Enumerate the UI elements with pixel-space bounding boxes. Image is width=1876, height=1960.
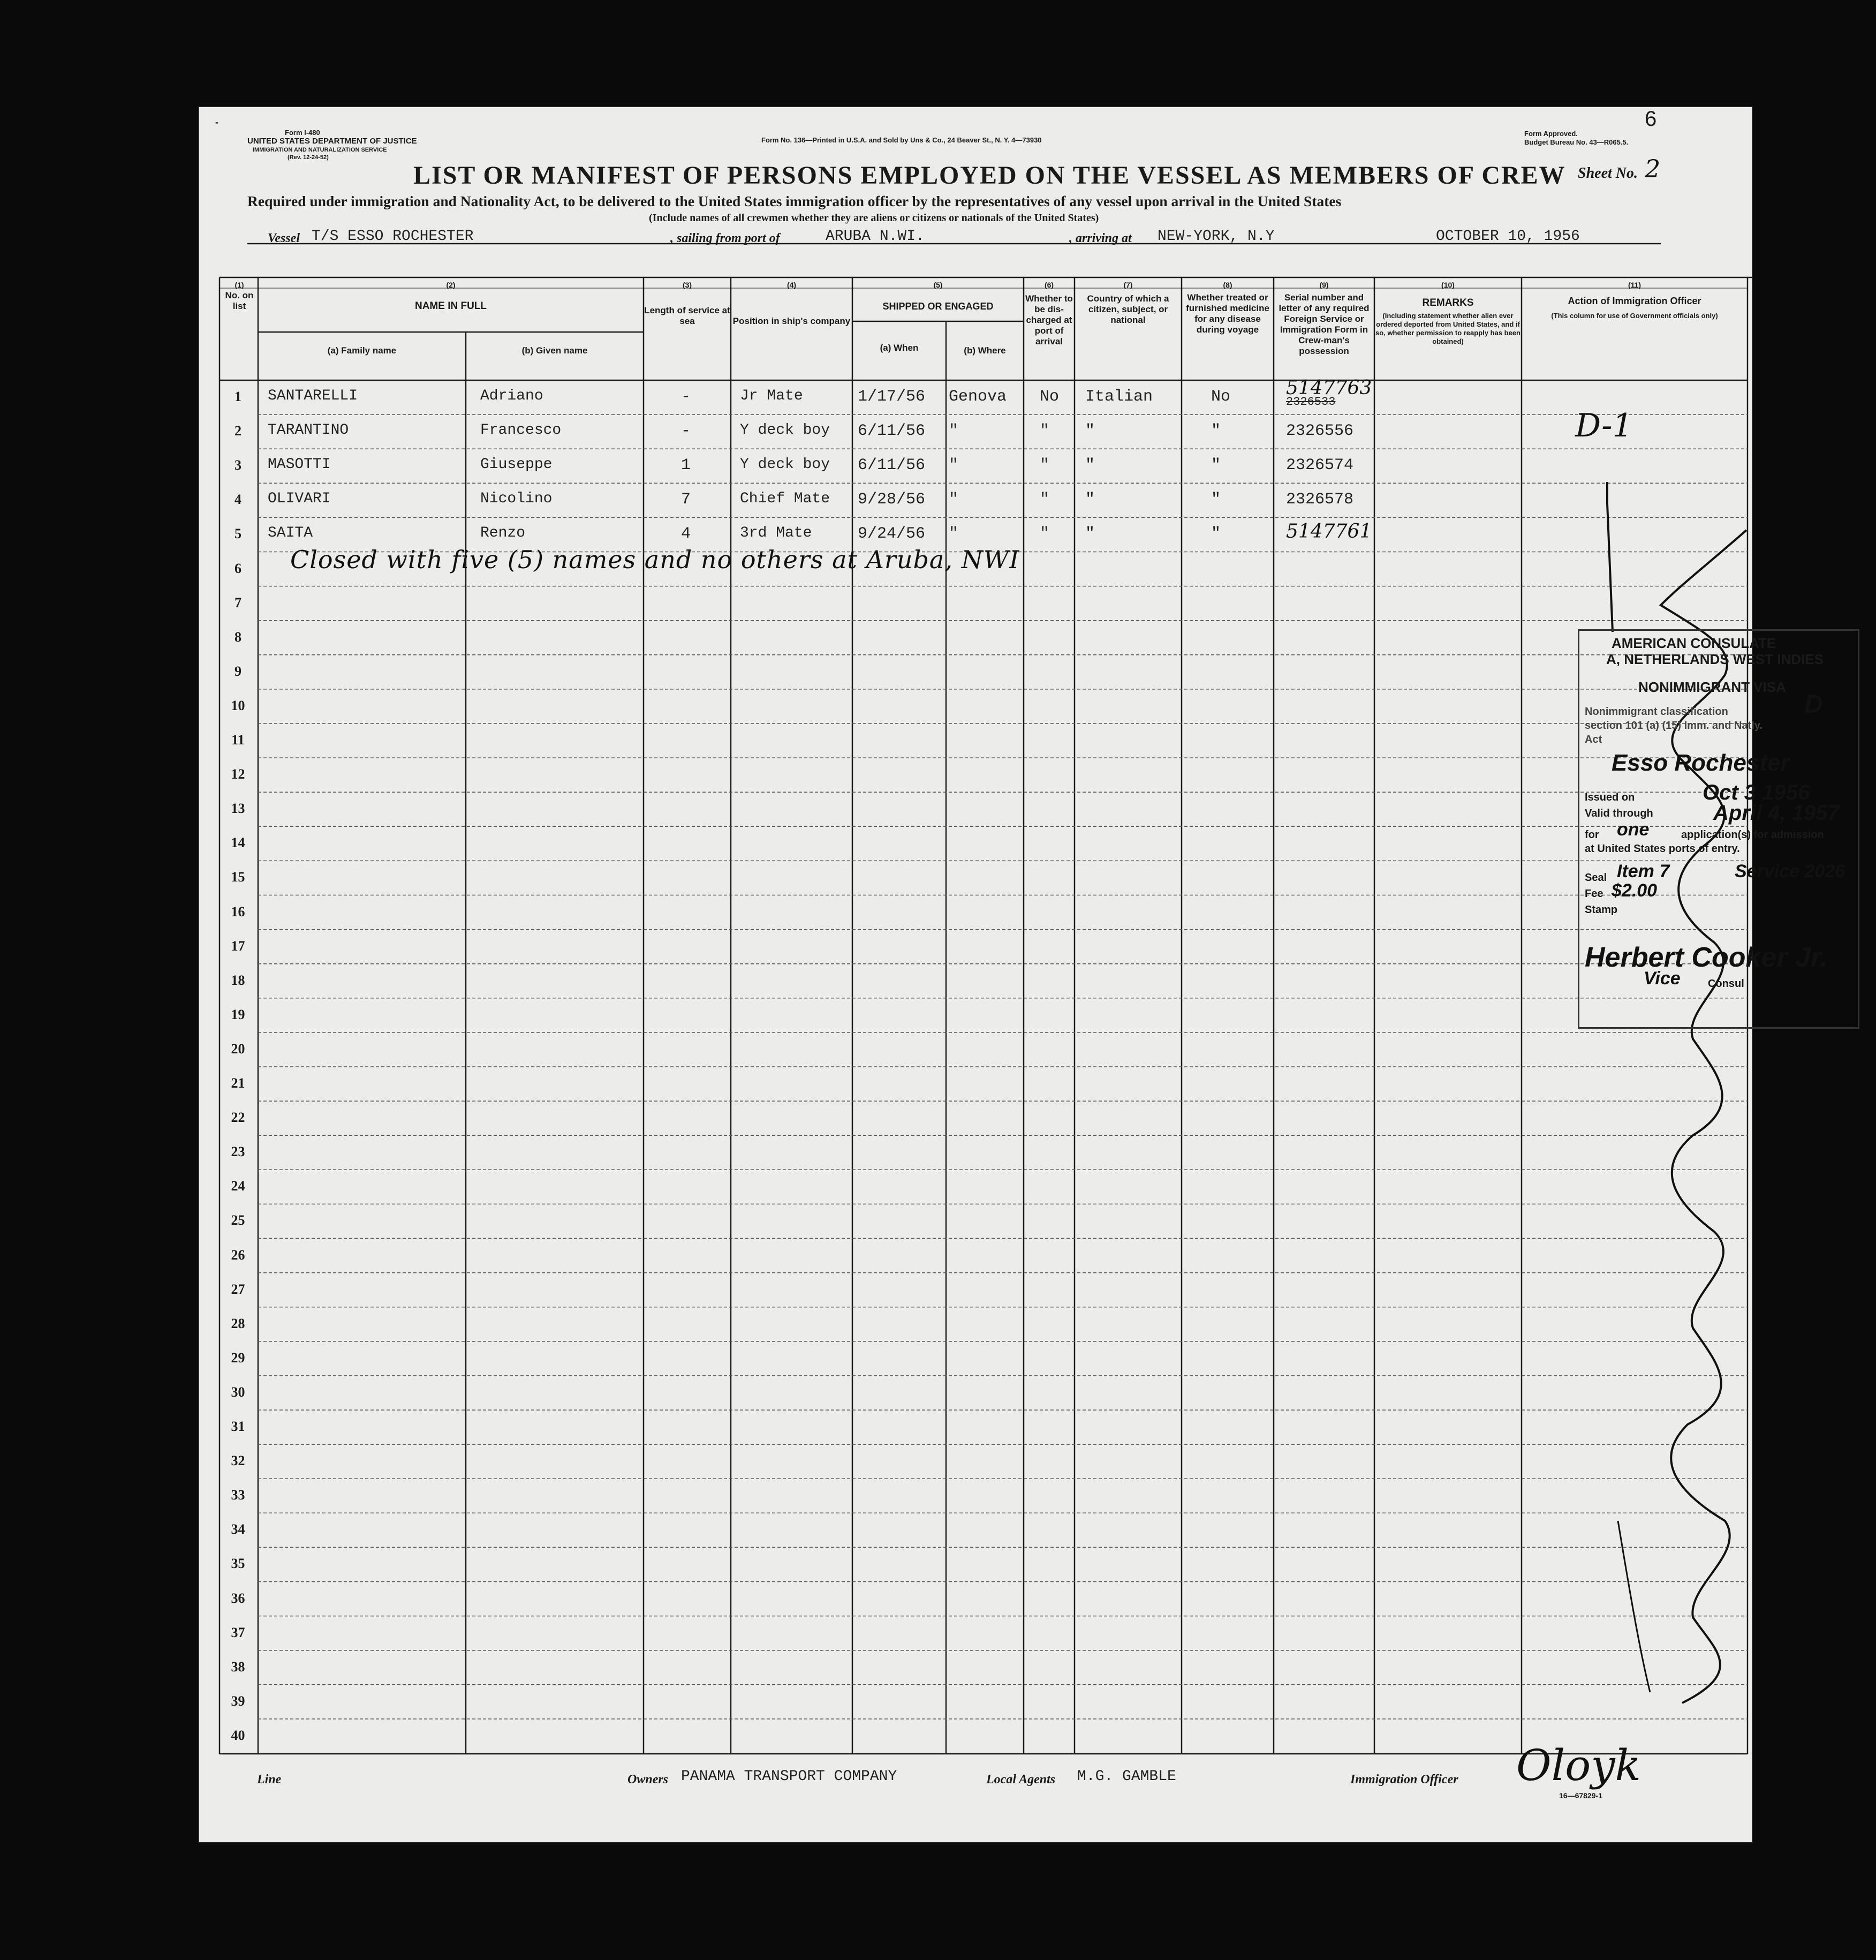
position-cell: Jr Mate <box>740 388 803 404</box>
row-number: 9 <box>234 663 241 679</box>
shipped-where-cell: " <box>949 525 959 544</box>
given-name-cell: Giuseppe <box>480 456 553 473</box>
form-number: Form I-480 <box>285 129 320 137</box>
arriving-port: NEW-YORK, N.Y <box>1158 228 1275 245</box>
stamp-issued-label: Issued on <box>1585 791 1635 803</box>
row-number: 27 <box>231 1281 245 1297</box>
country-cell: " <box>1085 525 1095 544</box>
discharge-cell: " <box>1040 456 1050 475</box>
col-2b-header: (b) Given name <box>521 345 588 356</box>
shipped-when-cell: 1/17/56 <box>858 388 926 406</box>
shipped-where-cell: " <box>949 456 959 475</box>
manifest-sheet <box>199 107 1845 1842</box>
row-number: 30 <box>231 1384 245 1400</box>
serial-number-cell: 2326574 <box>1286 456 1354 475</box>
row-number: 17 <box>231 938 245 954</box>
country-cell: " <box>1085 491 1095 509</box>
footer-officer-label: Immigration Officer <box>1350 1773 1458 1786</box>
stamp-ports: at United States ports of entry. <box>1585 843 1740 855</box>
medicine-cell: " <box>1211 456 1221 475</box>
budget-bureau: Budget Bureau No. 43—R065.5. <box>1524 138 1629 146</box>
row-number: 14 <box>231 835 245 851</box>
given-name-cell: Adriano <box>480 388 543 404</box>
stamp-line3: NONIMMIGRANT VISA <box>1638 679 1786 695</box>
stamp-for-label: for <box>1585 829 1599 841</box>
form-subtitle-note: (Include names of all crewmen whether they are aliens or citizens or nationals of the United States) <box>649 212 1099 224</box>
serial-number-cell: 2326578 <box>1286 491 1354 509</box>
stamp-stamp-label: Stamp <box>1585 904 1618 916</box>
row-number: 13 <box>231 801 245 817</box>
position-cell: 3rd Mate <box>740 525 812 542</box>
col-11-header: (11) Action of Immigration Officer (This column for use of Government officials only) <box>1551 281 1718 320</box>
family-name-cell: TARANTINO <box>268 422 349 439</box>
row-number: 4 <box>234 492 241 508</box>
stamp-class-label: Nonimmigrant classification <box>1585 706 1728 718</box>
row-number: 8 <box>234 629 241 645</box>
action-d1: D-1 <box>1575 407 1633 444</box>
form-title: LIST OR MANIFEST OF PERSONS EMPLOYED ON THE VESSEL AS MEMBERS OF CREW <box>413 161 1566 190</box>
row-number: 29 <box>231 1350 245 1366</box>
stamp-signature: Herbert Cooker Jr. <box>1585 942 1828 973</box>
col-5a-header: (a) When <box>880 343 919 353</box>
footer-owners-label: Owners <box>627 1773 669 1786</box>
shipped-where-cell: " <box>949 422 959 441</box>
family-name-cell: SANTARELLI <box>268 388 358 404</box>
stamp-vice: Vice <box>1644 968 1681 989</box>
footer-agents-label: Local Agents <box>986 1773 1056 1786</box>
vessel-name: T/S ESSO ROCHESTER <box>312 228 474 245</box>
col-10-header: (10) REMARKS (Including statement whether alien ever ordered deported from United States, and if so, whether permission to reapply has been obtained) <box>1375 281 1521 345</box>
row-number: 33 <box>231 1487 245 1503</box>
given-name-cell: Renzo <box>480 525 526 542</box>
stamp-valid-label: Valid through <box>1585 808 1653 819</box>
stamp-seal-value: Item 7 <box>1617 861 1670 881</box>
revision: (Rev. 12-24-52) <box>288 154 329 161</box>
page-number: 6 <box>1645 107 1657 131</box>
stamp-fee-value: $2.00 <box>1612 880 1658 901</box>
position-cell: Y deck boy <box>740 456 830 473</box>
row-number: 24 <box>231 1178 245 1194</box>
row-number: 34 <box>231 1521 245 1537</box>
position-cell: Chief Mate <box>740 491 830 508</box>
row-number: 15 <box>231 869 245 885</box>
row-number: 21 <box>231 1075 245 1091</box>
service: IMMIGRATION AND NATURALIZATION SERVICE <box>253 147 387 153</box>
country-cell: " <box>1085 422 1095 441</box>
discharge-cell: No <box>1040 388 1060 406</box>
country-cell: " <box>1085 456 1095 475</box>
col-3-header: (3) Length of service at sea <box>644 281 730 326</box>
row-number: 1 <box>234 389 241 404</box>
manifest-date: OCTOBER 10, 1956 <box>1436 228 1580 245</box>
family-name-cell: SAITA <box>268 525 313 542</box>
row-number: 25 <box>231 1212 245 1228</box>
stamp-service-no: Service 2026 <box>1735 861 1845 881</box>
col-2-header: (2) NAME IN FULL <box>414 281 487 312</box>
col-6-header: (6) Whether to be dis-charged at port of arrival <box>1025 281 1073 346</box>
col-5-header: (5) SHIPPED OR ENGAGED <box>882 281 994 312</box>
col-4-header: (4) Position in ship's company <box>732 281 851 326</box>
discharge-cell: " <box>1040 422 1050 441</box>
shipped-when-cell: 6/11/56 <box>858 422 926 441</box>
length-of-service-cell: 4 <box>681 525 691 544</box>
row-number: 23 <box>231 1144 245 1160</box>
stamp-for-value: one <box>1617 819 1650 840</box>
row-number: 36 <box>231 1590 245 1606</box>
table-grid <box>199 107 1752 1842</box>
row-number: 35 <box>231 1556 245 1572</box>
row-number: 10 <box>231 697 245 713</box>
discharge-cell: " <box>1040 491 1050 509</box>
shipped-where-cell: Genova <box>949 388 1007 406</box>
corner-mark: - <box>215 117 218 127</box>
row-number: 5 <box>234 526 241 542</box>
row-number: 3 <box>234 457 241 473</box>
row-number: 19 <box>231 1006 245 1022</box>
family-name-cell: MASOTTI <box>268 456 331 473</box>
footer-owners: PANAMA TRANSPORT COMPANY <box>681 1768 897 1785</box>
col-7-header: (7) Country of which a citizen, subject, or national <box>1087 281 1169 325</box>
sheet-label: Sheet No. <box>1578 165 1638 182</box>
row-number: 6 <box>234 560 241 576</box>
row-number: 7 <box>234 594 241 610</box>
row-number: 32 <box>231 1453 245 1469</box>
stamp-application: application(s) for admission <box>1681 829 1824 841</box>
row-number: 28 <box>231 1315 245 1331</box>
medicine-cell: No <box>1211 388 1231 406</box>
form-subtitle: Required under immigration and Nationality Act, to be delivered to the United States immigration officer by the representatives of any vessel upon arrival in the United States <box>247 193 1342 209</box>
footer-code: 16—67829-1 <box>1559 1791 1602 1800</box>
vessel-label: Vessel <box>268 231 300 245</box>
country-cell: Italian <box>1085 388 1153 406</box>
col-8-header: (8) Whether treated or furnished medicine for any disease during voyage <box>1186 281 1269 335</box>
row-number: 2 <box>234 423 241 439</box>
discharge-cell: " <box>1040 525 1050 544</box>
serial-number-cell: 5147763 <box>1286 377 1372 399</box>
row-number: 37 <box>231 1624 245 1640</box>
form-approved: Form Approved. <box>1524 130 1578 138</box>
serial-number-cell: 2326556 <box>1286 422 1354 441</box>
sheet-number: 2 <box>1645 154 1661 183</box>
col-9-header: (9) Serial number and letter of any required Foreign Service or Immigration Form in Crew-man's possession <box>1279 281 1370 356</box>
struck-serial-number: 2326533 <box>1286 395 1336 409</box>
row-number: 40 <box>231 1727 245 1743</box>
medicine-cell: " <box>1211 422 1221 441</box>
given-name-cell: Nicolino <box>480 491 553 508</box>
stamp-seal-label: Seal <box>1585 872 1607 884</box>
department: UNITED STATES DEPARTMENT OF JUSTICE <box>247 137 417 146</box>
col-1-header: (1) No. on list <box>225 281 254 311</box>
row-number: 38 <box>231 1659 245 1675</box>
row-number: 11 <box>231 732 245 748</box>
row-number: 20 <box>231 1041 245 1057</box>
footer-agents: M.G. GAMBLE <box>1077 1768 1176 1785</box>
row-number: 18 <box>231 972 245 988</box>
stamp-vessel: Esso Rochester <box>1612 750 1790 776</box>
footer-officer-signature: Oloyk <box>1516 1740 1641 1790</box>
row-number: 39 <box>231 1693 245 1709</box>
row-number: 22 <box>231 1110 245 1126</box>
stamp-issued: Oct 3 1956 <box>1703 781 1810 804</box>
stamp-line2: A, NETHERLANDS WEST INDIES <box>1606 651 1824 667</box>
shipped-where-cell: " <box>949 491 959 509</box>
length-of-service-cell: 1 <box>681 456 691 475</box>
family-name-cell: OLIVARI <box>268 491 331 508</box>
position-cell: Y deck boy <box>740 422 830 439</box>
stamp-valid: April 4, 1957 <box>1713 801 1840 825</box>
length-of-service-cell: 7 <box>681 491 691 509</box>
stamp-consul: Consul <box>1708 978 1744 990</box>
row-number: 26 <box>231 1247 245 1263</box>
printer-line: Form No. 136—Printed in U.S.A. and Sold by Uns & Co., 24 Beaver St., N. Y. 4—73930 <box>761 136 1042 144</box>
row-number: 16 <box>231 903 245 919</box>
stamp-act: Act <box>1585 734 1602 745</box>
shipped-when-cell: 6/11/56 <box>858 456 926 475</box>
shipped-when-cell: 9/24/56 <box>858 525 926 544</box>
sailing-port: ARUBA N.WI. <box>826 228 925 245</box>
sailing-label: , sailing from port of <box>670 231 780 245</box>
medicine-cell: " <box>1211 491 1221 509</box>
length-of-service-cell: - <box>681 388 691 406</box>
stamp-class-value: D <box>1804 690 1823 719</box>
stamp-section: section 101 (a) (15) Imm. and Natly. <box>1585 720 1762 732</box>
arriving-label: , arriving at <box>1069 231 1132 245</box>
stamp-fee-label: Fee <box>1585 888 1603 900</box>
footer-line-label: Line <box>257 1773 282 1786</box>
length-of-service-cell: - <box>681 422 691 441</box>
serial-number-cell: 5147761 <box>1286 521 1372 543</box>
shipped-when-cell: 9/28/56 <box>858 491 926 509</box>
given-name-cell: Francesco <box>480 422 562 439</box>
stamp-line1: AMERICAN CONSULATE <box>1612 635 1776 651</box>
col-2a-header: (a) Family name <box>327 345 397 356</box>
row-number: 31 <box>231 1419 245 1434</box>
closing-note: Closed with five (5) names and no others at Aruba, NWI <box>290 545 1020 574</box>
action-column-scribble <box>1522 407 1752 1746</box>
visa-stamp <box>1578 629 1859 1029</box>
col-5b-header: (b) Where <box>964 345 1006 356</box>
row-number: 12 <box>231 766 245 782</box>
medicine-cell: " <box>1211 525 1221 544</box>
